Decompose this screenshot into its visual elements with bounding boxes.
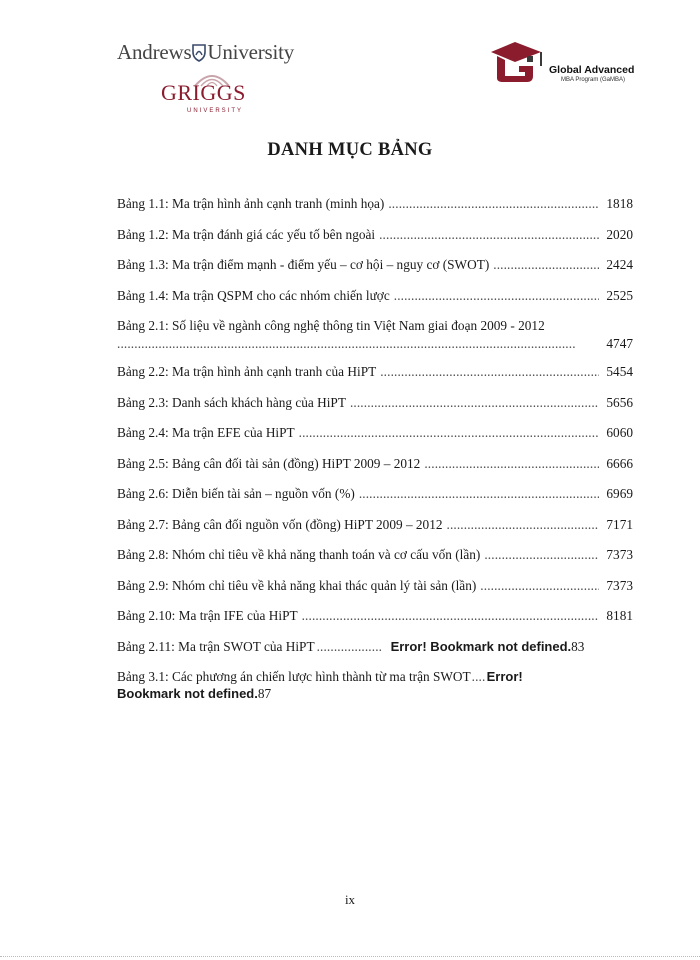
bookmark-error: Bookmark not defined. (117, 686, 258, 701)
toc-entry[interactable]: Bảng 2.1: Số liệu về ngành công nghệ thông tin Việt Nam giai đoạn 2009 - 2012 . . . 4747 (117, 318, 633, 364)
dot-leader (317, 639, 383, 655)
toc-entry[interactable]: Bảng 3.1: Các phương án chiến lược hình thành từ ma trận SWOT . . . Error! Bookmark not defined.87 (117, 669, 633, 709)
andrews-university-wordmark: Andrews University (117, 40, 294, 68)
griggs-logo (161, 68, 261, 112)
dot-leader (388, 196, 599, 212)
dot-leader (117, 336, 599, 352)
page-number: ix (344, 892, 356, 907)
dot-leader (302, 608, 599, 624)
toc-entry[interactable]: Bảng 2.11: Ma trận SWOT của HiPT . . . Error! Bookmark not defined. 83 (117, 639, 633, 670)
dot-leader (447, 517, 599, 533)
toc-entry[interactable]: Bảng 1.4: Ma trận QSPM cho các nhóm chiến lược . . . 2525 (117, 288, 633, 319)
toc-entry[interactable]: Bảng 1.1: Ma trận hình ảnh cạnh tranh (minh họa) . . . 1818 (117, 196, 633, 227)
gamba-name: Global Advanced (549, 64, 635, 76)
bookmark-error: Error! Bookmark not defined. (390, 638, 572, 654)
dot-leader (484, 547, 599, 563)
toc-entry[interactable]: Bảng 2.4: Ma trận EFE của HiPT . . . 6060 (117, 425, 633, 456)
dot-leader (472, 669, 486, 685)
toc-entry[interactable]: Bảng 2.9: Nhóm chỉ tiêu về khả năng khai thác quản lý tài sản (lần) . . . 7373 (117, 578, 633, 609)
dot-leader (350, 395, 599, 411)
toc-entry[interactable]: Bảng 2.7: Bảng cân đối nguồn vốn (đồng) HiPT 2009 – 2012 . . . 7171 (117, 517, 633, 548)
dot-leader (380, 364, 599, 380)
griggs-wordmark: GRIGGS (161, 80, 246, 105)
dot-leader (394, 288, 599, 304)
gamba-logo (487, 40, 647, 90)
andrews-shield-icon (192, 43, 206, 68)
gamba-graduation-cap-icon (487, 40, 547, 84)
dot-leader (299, 425, 599, 441)
toc-entry[interactable]: Bảng 1.2: Ma trận đánh giá các yếu tố bên ngoài . . . 2020 (117, 227, 633, 258)
dot-leader (493, 257, 599, 273)
toc-entry[interactable]: Bảng 1.3: Ma trận điểm mạnh - điểm yếu – cơ hội – nguy cơ (SWOT) . . . 2424 (117, 257, 633, 288)
toc-entry[interactable]: Bảng 2.2: Ma trận hình ảnh cạnh tranh của HiPT . . . 5454 (117, 364, 633, 395)
bookmark-error: Error! (486, 669, 523, 684)
toc-entry[interactable]: Bảng 2.10: Ma trận IFE của HiPT . . . 8181 (117, 608, 633, 639)
table-of-contents (117, 196, 633, 709)
toc-entry[interactable]: Bảng 2.5: Bảng cân đối tài sản (đồng) HiPT 2009 – 2012 . . . 6666 (117, 456, 633, 487)
dot-leader (359, 486, 599, 502)
dot-leader (424, 456, 599, 472)
dot-leader (480, 578, 599, 594)
griggs-caption: UNIVERSITY (187, 108, 244, 114)
page-title: DANH MỤC BẢNG (267, 140, 433, 160)
gamba-caption: MBA Program (GaMBA) (561, 77, 626, 83)
toc-entry[interactable]: Bảng 2.3: Danh sách khách hàng của HiPT . . . 5656 (117, 395, 633, 426)
page-bottom-divider (0, 956, 700, 957)
andrews-griggs-logo (117, 40, 297, 114)
dot-leader (379, 227, 599, 243)
toc-entry[interactable]: Bảng 2.8: Nhóm chỉ tiêu về khả năng thanh toán và cơ cấu vốn (lần) . . . 7373 (117, 547, 633, 578)
toc-entry[interactable]: Bảng 2.6: Diễn biến tài sản – nguồn vốn (%) . . . 6969 (117, 486, 633, 517)
